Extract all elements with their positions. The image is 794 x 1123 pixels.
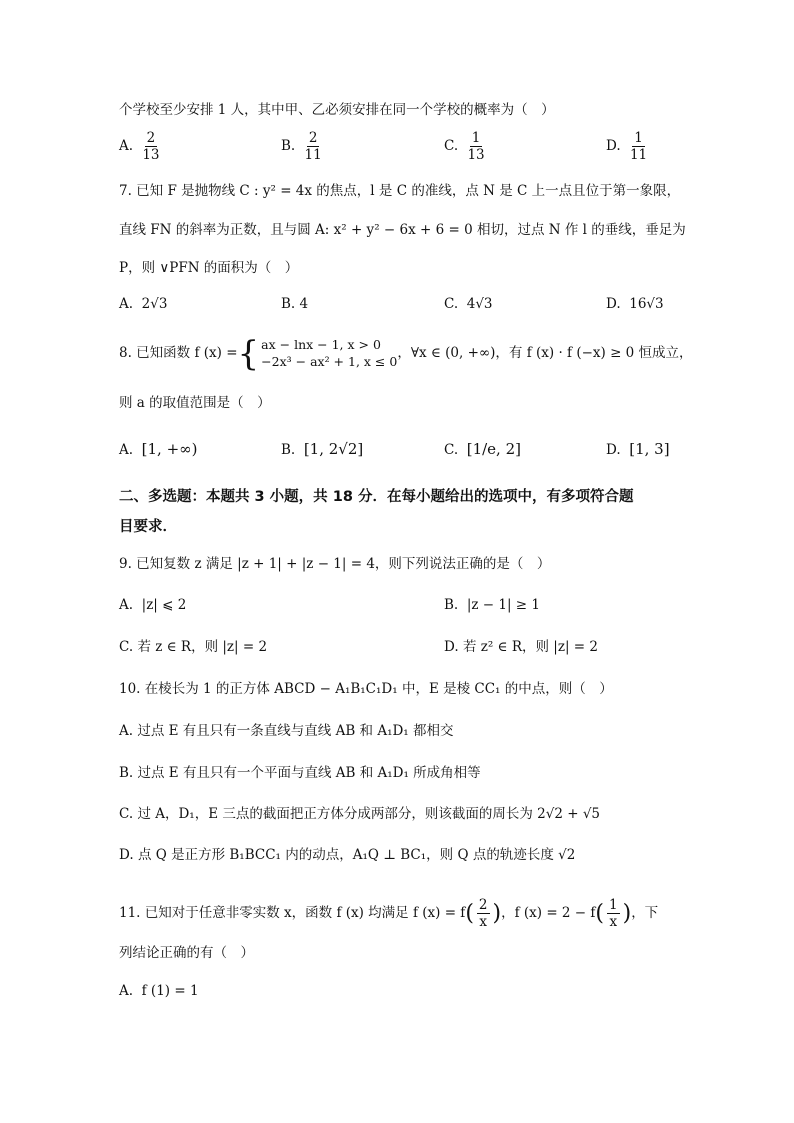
section-2-heading-cont: 目要求． <box>119 519 177 535</box>
q8-option-d: D. [1, 3] <box>606 440 670 458</box>
q10-option-a: A. 过点 E 有且只有一条直线与直线 AB 和 A₁D₁ 都相交 <box>119 723 454 739</box>
q6-option-a: A. $\frac{2}{13}$ <box>119 130 160 164</box>
q6-option-b: B. $\frac{2}{11}$ <box>281 130 322 164</box>
q9-option-a: A. |z| ⩽ 2 <box>119 597 187 613</box>
q8-suffix: ，∀x ∈ (0, +∞)，有 f (x) · f (−x) ≥ 0 恒成立， <box>397 345 693 362</box>
q9-option-c: C. 若 z ∈ R，则 |z| = 2 <box>119 639 268 655</box>
q8-prefix: 8. 已知函数 f (x) = <box>119 345 238 362</box>
q8-option-a: A. [1, +∞) <box>119 440 198 458</box>
q10-option-c: C. 过 A，D₁，E 三点的截面把正方体分成两部分，则该截面的周长为 2√2 + √5 <box>119 806 601 822</box>
q7-option-a: A. 2√3 <box>119 296 168 312</box>
q7-option-b: B. 4 <box>281 296 309 312</box>
q8-stem <box>119 334 693 374</box>
q7-option-d: D. 16√3 <box>606 296 664 312</box>
q8-piecewise: { ax − lnx − 1, x > 0 −2x³ − ax² + 1, x ≤ 0 <box>237 334 398 374</box>
q8-option-b: B. [1, 2√2] <box>281 440 364 458</box>
q10-option-b: B. 过点 E 有且只有一个平面与直线 AB 和 A₁D₁ 所成角相等 <box>119 765 481 781</box>
q7-line-2: 直线 FN 的斜率为正数，且与圆 A: x² + y² − 6x + 6 = 0 相切，过点 N 作 l 的垂线，垂足为 <box>119 222 686 238</box>
q8-line-2: 则 a 的取值范围是（ ） <box>119 395 271 411</box>
q10-option-d: D. 点 Q 是正方形 B₁BCC₁ 内的动点，A₁Q ⊥ BC₁，则 Q 点的轨迹长度 √2 <box>119 847 576 863</box>
q9-option-b: B. |z − 1| ≥ 1 <box>444 597 540 613</box>
q7-option-c: C. 4√3 <box>444 296 493 312</box>
q6-option-c: C. $\frac{1}{13}$ <box>444 130 485 164</box>
q11-line-1: 11. 已知对于任意非零实数 x，函数 f (x) 均满足 f (x) = f ( $\frac{2}{x}$ ) ，f (x) = 2 − f ( $\frac{1}{x}$ ) ，下 <box>119 897 659 931</box>
q8-case-2: −2x³ − ax² + 1, x ≤ 0 <box>261 354 398 369</box>
q11-option-a: A. f (1) = 1 <box>119 983 199 999</box>
q9-stem: 9. 已知复数 z 满足 |z + 1| + |z − 1| = 4，则下列说法正确的是（ ） <box>119 556 551 572</box>
q6-stem: 个学校至少安排 1 人，其中甲、乙必须安排在同一个学校的概率为（ ） <box>119 102 555 118</box>
q9-option-d: D. 若 z² ∈ R，则 |z| = 2 <box>444 639 598 655</box>
q8-case-1: ax − lnx − 1, x > 0 <box>261 337 381 353</box>
q10-stem: 10. 在棱长为 1 的正方体 ABCD − A₁B₁C₁D₁ 中，E 是棱 CC₁ 的中点，则（ ） <box>119 681 613 697</box>
q6-option-d: D. $\frac{1}{11}$ <box>606 130 648 164</box>
section-2-heading: 二、多选题：本题共 3 小题，共 18 分．在每小题给出的选项中，有多项符合题 <box>119 489 634 505</box>
q7-line-1: 7. 已知 F 是抛物线 C : y² = 4x 的焦点，l 是 C 的准线，点 N 是 C 上一点且位于第一象限， <box>119 183 681 199</box>
q11-line-2: 列结论正确的有（ ） <box>119 945 254 961</box>
q7-line-3: P，则 ∨PFN 的面积为（ ） <box>119 260 299 276</box>
q8-option-c: C. [1/e, 2] <box>444 440 521 458</box>
